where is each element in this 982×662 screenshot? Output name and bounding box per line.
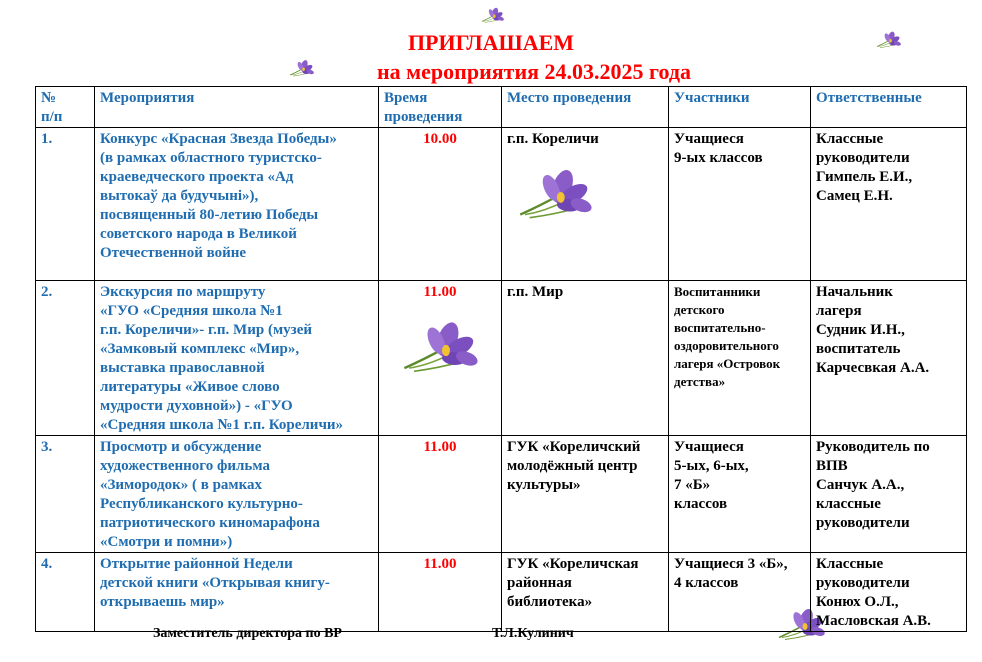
event-time: 10.00 [379, 128, 502, 281]
event-participants: Учащиеся 3 «Б», 4 классов [669, 553, 811, 632]
column-header-events: Мероприятия [95, 87, 379, 128]
event-time: 11.00 [379, 436, 502, 553]
event-responsible: Классные руководители Гимпель Е.И., Самец Е.Н. [811, 128, 967, 281]
crocus-flower-icon [480, 6, 504, 24]
event-place: ГУК «Кореличская районная библиотека» [502, 553, 669, 632]
event-description: Открытие районной Недели детской книги «Открывая книгу- открываешь мир» [95, 553, 379, 632]
row-number: 2. [36, 281, 95, 436]
page-title: ПРИГЛАШАЕМ [407, 30, 575, 55]
signature-role: Заместитель директора по ВР [153, 626, 342, 641]
event-responsible: Классные руководители Конюх О.Л., Масловская А.В. [811, 553, 967, 632]
table-row [36, 436, 967, 553]
table-header-row [36, 87, 967, 128]
event-responsible: Начальник лагеря Судник И.Н., воспитатель Карчесвкая А.А. [811, 281, 967, 436]
event-place: ГУК «Кореличский молодёжный центр культуры» [502, 436, 669, 553]
row-number: 4. [36, 553, 95, 632]
column-header-number: № п/п [36, 87, 95, 128]
column-header-place: Место проведения [502, 87, 669, 128]
column-header-responsible: Ответственные [811, 87, 967, 128]
event-participants: Учащиеся 9-ых классов [669, 128, 811, 281]
crocus-flower-icon [288, 58, 314, 78]
event-responsible: Руководитель по ВПВ Санчук А.А., классные руководители [811, 436, 967, 553]
column-header-participants: Участники [669, 87, 811, 128]
event-time: 11.00 [379, 553, 502, 632]
event-participants: Учащиеся 5-ых, 6-ых, 7 «Б» классов [669, 436, 811, 553]
crocus-flower-icon [875, 30, 901, 49]
table-row [36, 128, 967, 281]
event-description: Конкурс «Красная Звезда Победы» (в рамках областного туристско- краеведческого проекта «Ад вытокаў да будучыні»), посвященный 80-летию Победы советского народа в Великой Отечественной войне [95, 128, 379, 281]
event-place: г.п. Мир [502, 281, 669, 436]
column-header-time: Время проведения [379, 87, 502, 128]
table-row [36, 553, 967, 632]
event-description: Экскурсия по маршруту «ГУО «Средняя школа №1 г.п. Кореличи»- г.п. Мир (музей «Замковый комплекс «Мир», выставка православной литературы «Живое слово мудрости духовной») - «ГУО «Средняя школа №1 г.п. Кореличи» [95, 281, 379, 436]
signature-name: Т.Л.Кулинич [492, 626, 574, 641]
event-place: г.п. Кореличи [502, 128, 669, 281]
table-row [36, 281, 967, 436]
row-number: 3. [36, 436, 95, 553]
event-time: 11.00 [379, 281, 502, 436]
event-participants: Воспитанники детского воспитательно- оздоровительного лагеря «Островок детства» [669, 281, 811, 436]
events-table [35, 86, 967, 632]
page-subtitle: на мероприятия 24.03.2025 года [377, 59, 691, 84]
event-description: Просмотр и обсуждение художественного фильма «Зимородок» ( в рамках Республиканского культурно- патриотического киномарафона «Смотри и помни») [95, 436, 379, 553]
row-number: 1. [36, 128, 95, 281]
